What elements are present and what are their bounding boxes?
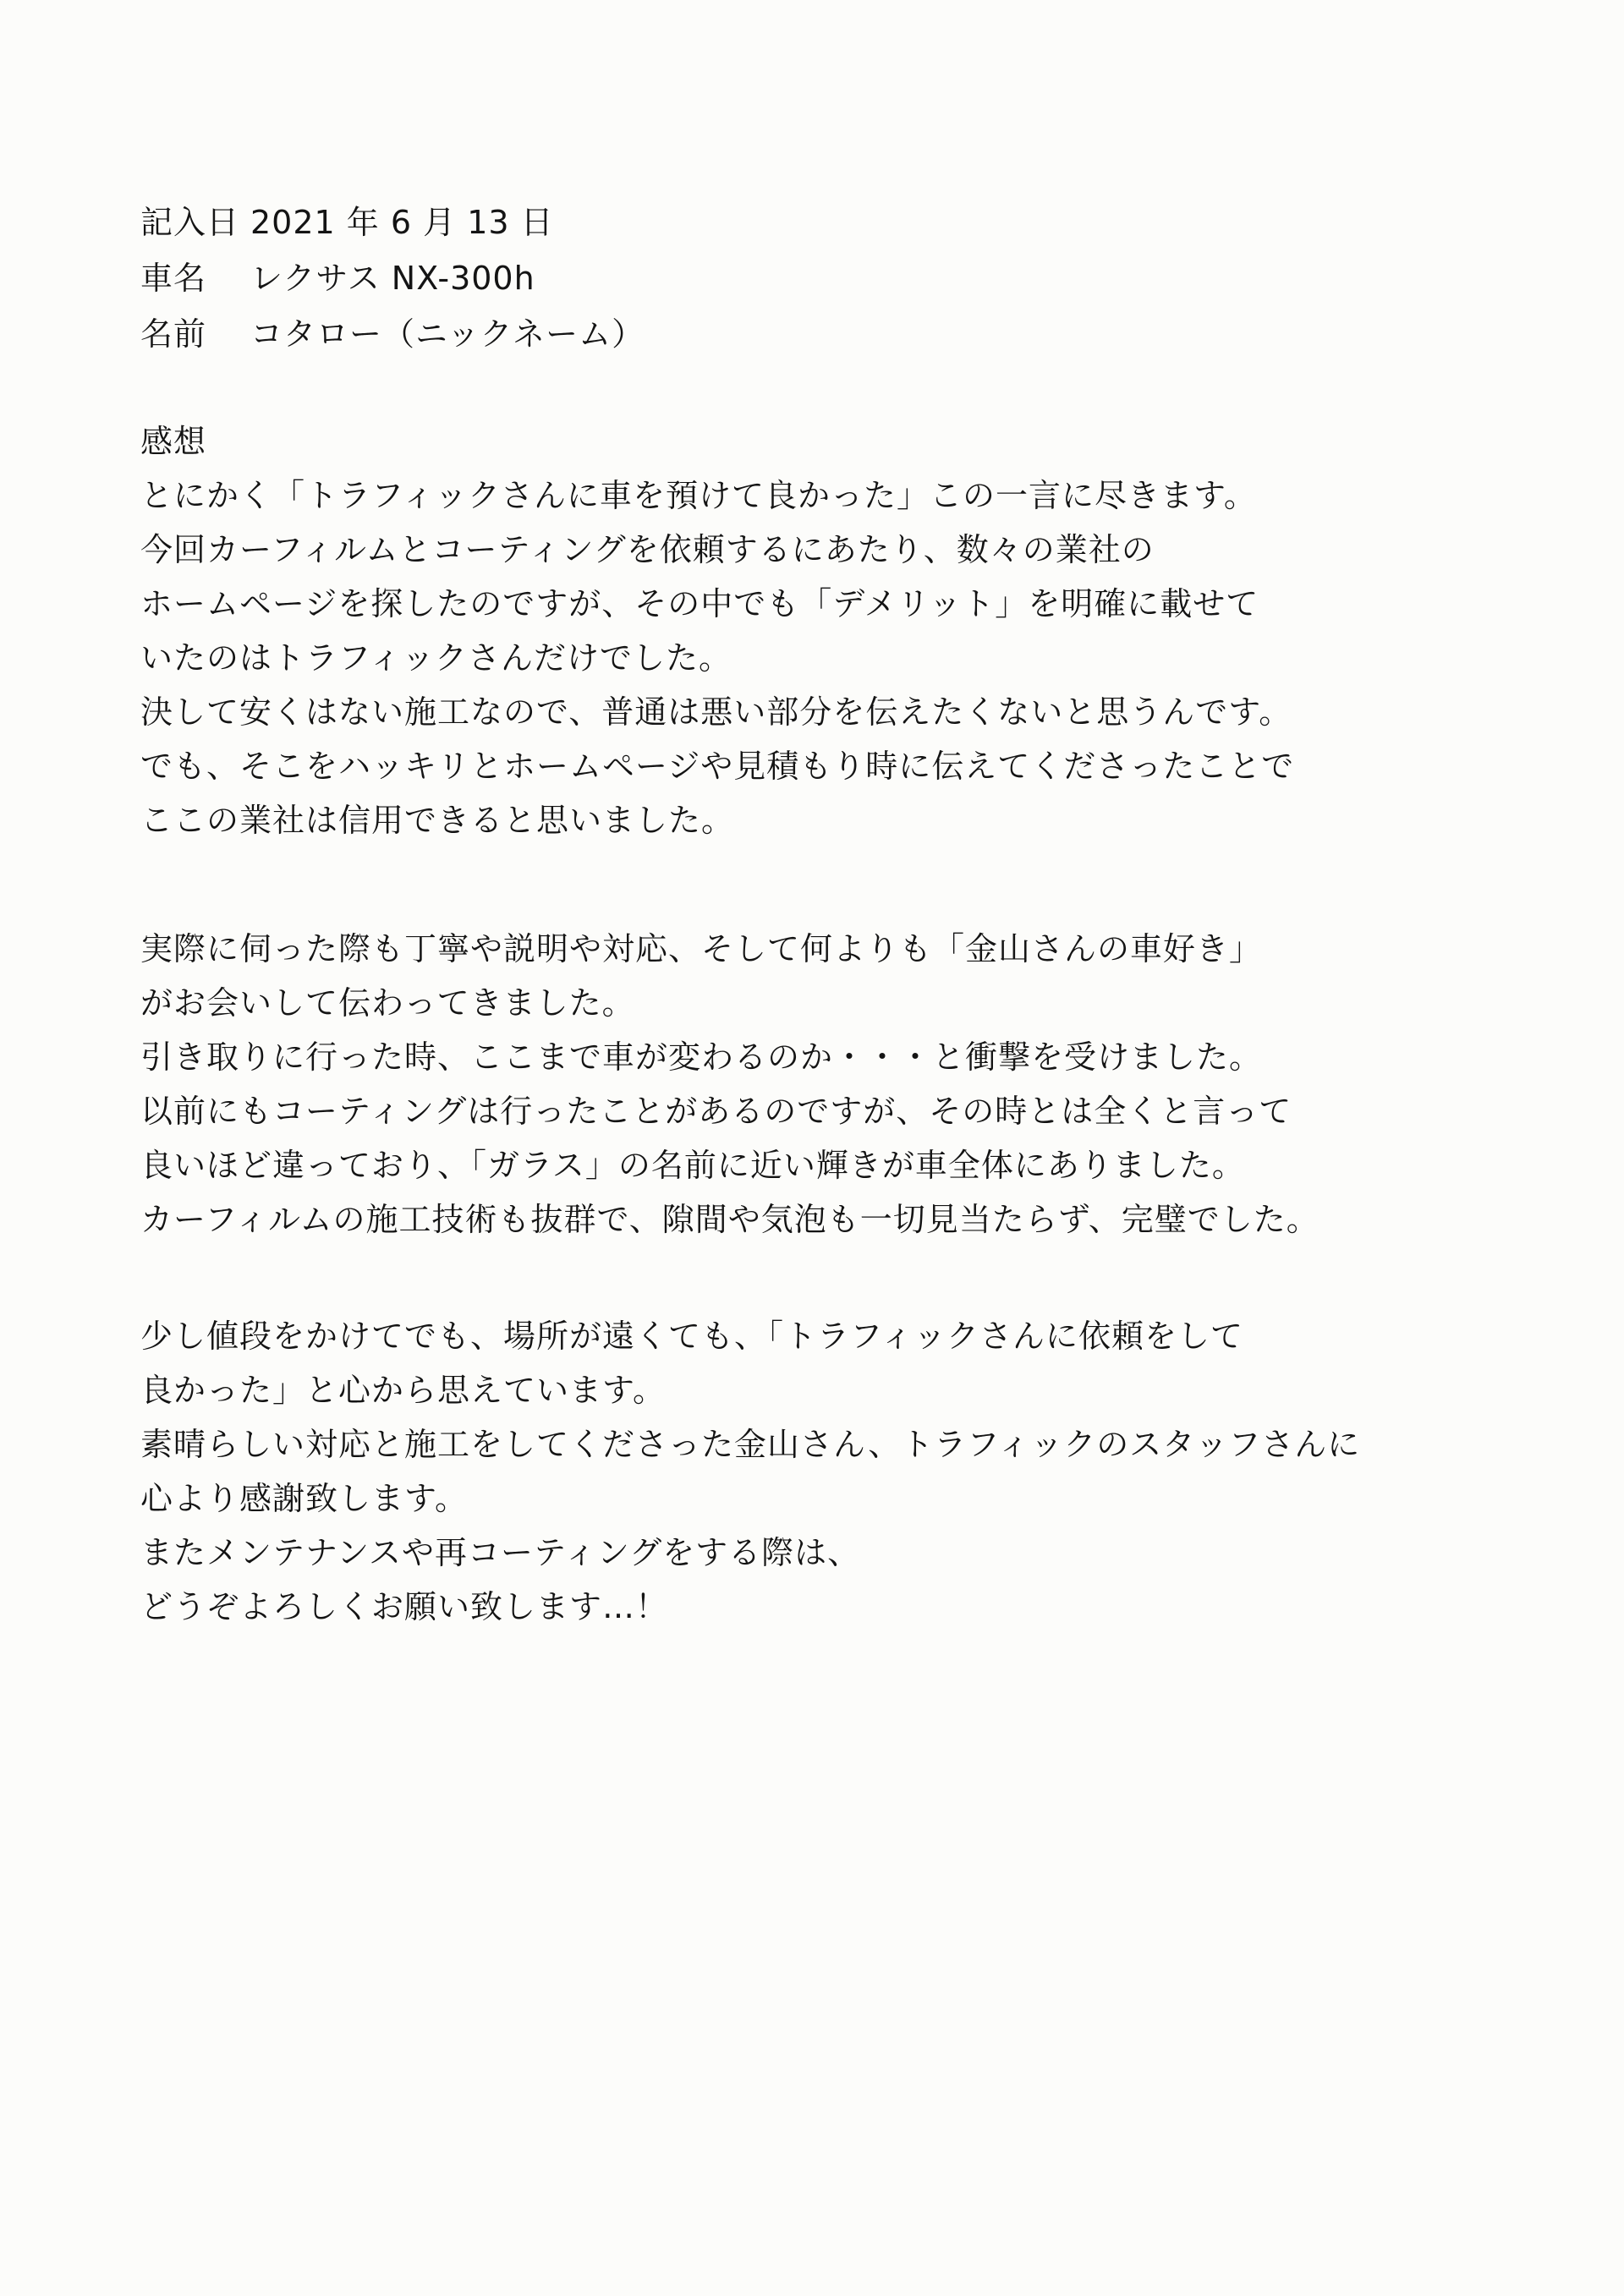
paragraph-line: がお会いして伝わってきました。 <box>140 984 635 1022</box>
car-name-label: 車名 <box>140 260 207 297</box>
paragraph-2 <box>140 922 1511 1247</box>
entry-date-label: 記入日 <box>140 204 240 241</box>
car-name-row <box>140 250 1511 306</box>
paragraph-line: カーフィルムの施工技術も抜群で、隙間や気泡も一切見当たらず、完璧でした。 <box>140 1201 1320 1238</box>
paragraph-line: 引き取りに行った時、ここまで車が変わるのか・・・と衝撃を受けました。 <box>140 1038 1263 1076</box>
paragraph-1 <box>140 469 1511 847</box>
paragraph-line: 実際に伺った際も丁寧や説明や対応、そして何よりも「金山さんの車好き」 <box>140 930 1263 967</box>
paragraph-line: でも、そこをハッキリとホームページや見積もり時に伝えてくださったことで <box>140 748 1295 785</box>
paragraph-line: 決して安くはない施工なので、普通は悪い部分を伝えたくないと思うんです。 <box>140 693 1292 731</box>
entry-date-value: 2021 年 6 月 13 日 <box>250 204 554 241</box>
name-label: 名前 <box>140 315 207 353</box>
paragraph-line: ここの業社は信用できると思いました。 <box>140 802 735 839</box>
paragraph-3 <box>140 1309 1511 1634</box>
paragraph-line: ホームページを探したのですが、その中でも「デメリット」を明確に載せて <box>140 585 1259 622</box>
paragraph-line: どうぞよろしくお願い致します…！ <box>140 1588 669 1625</box>
paragraph-line: またメンテナンスや再コーティングをする際は、 <box>140 1534 861 1571</box>
paragraph-line: 今回カーフィルムとコーティングを依頼するにあたり、数々の業社の <box>140 531 1155 568</box>
impressions-heading <box>140 414 1511 469</box>
paragraph-line: 以前にもコーティングは行ったことがあるのですが、その時とは全くと言って <box>140 1093 1292 1130</box>
paragraph-line: いたのはトラフィックさんだけでした。 <box>140 639 732 677</box>
paragraph-line: 素晴らしい対応と施工をしてくださった金山さん、トラフィックのスタッフさんに <box>140 1426 1361 1463</box>
name-value: コタロー（ニックネーム） <box>250 315 645 353</box>
entry-date-row <box>140 195 1511 250</box>
car-name-value: レクサス NX-300h <box>250 260 535 297</box>
paragraph-line: 良かった」と心から思えています。 <box>140 1372 666 1409</box>
paragraph-line: とにかく「トラフィックさんに車を預けて良かった」この一言に尽きます。 <box>140 477 1257 514</box>
paragraph-line: 心より感謝致します。 <box>140 1480 468 1517</box>
section-title: 感想 <box>140 423 207 460</box>
paragraph-line: 少し値段をかけてでも、場所が遠くても、「トラフィックさんに依頼をして <box>140 1318 1243 1355</box>
header-info <box>140 195 1511 362</box>
name-row <box>140 306 1511 362</box>
paragraph-line: 良いほど違っており、「ガラス」の名前に近い輝きが車全体にありました。 <box>140 1147 1245 1184</box>
